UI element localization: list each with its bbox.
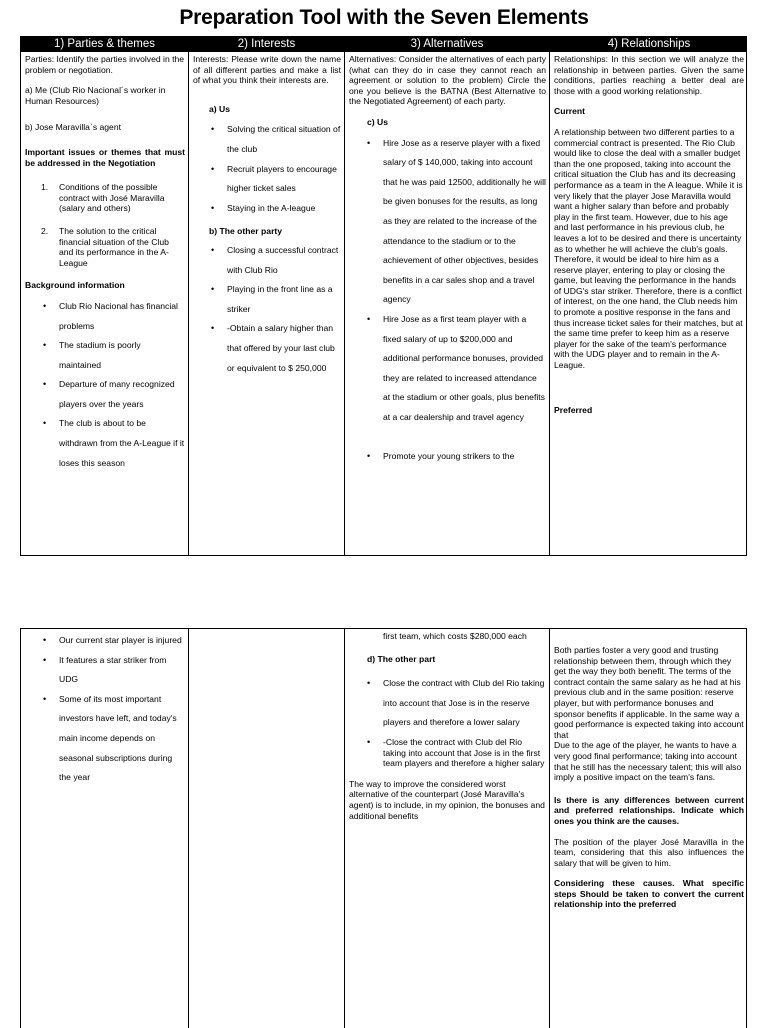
list-item: • Staying in the A-league	[193, 199, 341, 219]
list-item: 1. Conditions of the possible contract with José Maravilla (salary and others)	[41, 182, 165, 214]
party-a: a) Me (Club Rio Nacional´s worker in Human Resources)	[25, 85, 166, 106]
column-divider	[549, 629, 550, 1028]
alternatives-other-heading: d) The other part	[367, 653, 436, 664]
column-divider	[188, 37, 189, 555]
current-text: A relationship between two different parties to a commercial contract is presented. The Rio Club would like to close the deal with a smaller budget than the one proposed, taking into account the critical situation the Club has and its decreasing performance as a team in the A league. While it is very likely that the player Jose Maravilla would want a higher salary than before and probably play in the first team. However, due to his age and last performance in his previous club, he leaves a lot to be desired and there is uncertainty as to whether he will achieve the club's goals. Therefore, it would be ideal to hire him as a reserve player, entering to play or closing the game, but leaving the performance in the hands of UDG's star striker. Therefore, there is a conflict of interest, on the one hand, the Club needs him to promote a positive response in the fans and thus increase ticket sales for their matches, but at the same time prefer to keep him as a reserve player for the sake of the team's performance with the UDG player and to remain in the A-League.	[554, 126, 743, 371]
column-divider	[188, 629, 189, 1028]
header-relationships: 4) Relationships	[607, 38, 691, 50]
relationships-column-cont	[554, 631, 744, 1027]
background-heading: Background information	[25, 280, 125, 291]
list-item: 2. The solution to the critical financial situation of the Club and its performance in the A-League	[41, 225, 169, 268]
current-heading: Current	[554, 106, 586, 117]
background-list	[25, 297, 185, 473]
page-title: Preparation Tool with the Seven Elements	[179, 6, 589, 29]
alternatives-us-cont: first team, which costs $280,000 each	[383, 631, 527, 641]
header-interests: 2) Interests	[237, 38, 296, 50]
preferred-heading: Preferred	[554, 404, 593, 415]
alternatives-column	[349, 54, 546, 554]
interests-column	[193, 54, 341, 554]
alternatives-intro: Alternatives: Consider the alternatives of each party (what can they do in case they cannot reach an agreement or solution to the problem) Circle the one you believe is the BATNA (Best Alternative to the Negotiated Agreement) of each party.	[349, 54, 546, 107]
list-item: • Closing a successful contract with Club Rio	[193, 241, 341, 280]
list-item: • Departure of many recognized players over the years	[25, 375, 185, 414]
parties-intro: Parties: Identify the parties involved in the problem or negotiation.	[25, 54, 185, 75]
list-item: • Hire Jose as a reserve player with a fixed salary of $ 140,000, taking into account that he was paid 12500, additionally he will be given bonuses for the results, as long as they are related to the increase of the attendance to the stadium or to the achievement of other objectives, besides benefits in a car sales shop and a travel agency	[349, 134, 546, 310]
list-item: • Close the contract with Club del Rio taking into account that Jose is in the reserve players and therefore a lower salary	[349, 674, 546, 733]
list-item: • It features a star striker from UDG	[25, 651, 185, 690]
alternatives-other-list	[349, 674, 546, 769]
alternatives-closing: The way to improve the considered worst alternative of the counterpart (José Maravilla's agent) is to include, in my opinion, the bonuses and additional benefits	[349, 778, 545, 821]
parties-themes-column	[25, 54, 185, 554]
interests-us-list	[193, 120, 341, 218]
list-item: • -Obtain a salary higher than that offered by your last club or equivalent to $ 250,000	[193, 319, 341, 378]
list-item: • Our current star player is injured	[25, 631, 185, 651]
list-item: • The club is about to be withdrawn from the A-League if it loses this season	[25, 414, 185, 473]
list-item: • Promote your young strikers to the	[349, 447, 546, 467]
list-item: • The stadium is poorly maintained	[25, 336, 185, 375]
header-parties-themes: 1) Parties & themes	[54, 38, 155, 50]
relationships-intro: Relationships: In this section we will analyze the relationship in between parties. Given the same conditions, parties reaching a better deal are those with a good working relationship.	[554, 54, 744, 96]
header-alternatives: 3) Alternatives	[410, 38, 484, 50]
list-item: • Solving the critical situation of the club	[193, 120, 341, 159]
party-b: b) Jose Maravilla`s agent	[25, 122, 122, 133]
alternatives-us-list	[349, 134, 546, 468]
column-divider	[344, 629, 345, 1028]
answer-differences: The position of the player José Maravilla in the team, considering that this also influences the salary that will be given to him.	[554, 836, 744, 868]
question-steps: Considering these causes. What specific steps Should be taken to convert the current relationship into the preferred	[554, 878, 744, 910]
table-header-row	[21, 37, 746, 52]
background-list-cont	[25, 631, 185, 788]
relationships-column	[554, 54, 744, 554]
preparation-table-page-2	[20, 628, 747, 1028]
interests-intro: Interests: Please write down the name of all different parties and make a list of what you think their interests are.	[193, 54, 341, 86]
column-divider	[549, 37, 550, 555]
list-item: • -Close the contract with Club del Rio taking into account that Jose is in the first team players and therefore a higher salary	[349, 737, 546, 769]
issues-list	[25, 182, 185, 268]
alternatives-column-cont	[349, 631, 546, 1027]
preparation-table-page-1	[20, 36, 747, 556]
alternatives-us-heading: c) Us	[367, 116, 389, 127]
interests-us-heading: a) Us	[209, 103, 231, 114]
list-item: • Playing in the front line as a striker	[193, 280, 341, 319]
interests-other-heading: b) The other party	[209, 226, 283, 237]
list-item: • Hire Jose as a first team player with a fixed salary of up to $200,000 and additional performance bonuses, provided they are related to increased attendance at the stadium or other goals, plus benefits at a car dealership and travel agency	[349, 310, 546, 428]
preferred-text: Both parties foster a very good and trusting relationship between them, through which they get the way they both benefit. The terms of the contract contain the same salary as he had at his previous club and in the same position: reserve player, but with performance bonuses and sponsor benefits if applicable. In the same way a good performance is expected taking into account that Due to the age of the player, he wants to have a very good final performance; taking into account that he still has the necessary talent; this will also imply a positive impact on the team's fans.	[554, 645, 744, 783]
interests-other-list	[193, 241, 341, 378]
list-item: • Recruit players to encourage higher ticket sales	[193, 160, 341, 199]
list-item: • Some of its most important investors have left, and today's main income depends on seasonal subscriptions during the year	[25, 690, 185, 788]
list-item: • Club Rio Nacional has financial problems	[25, 297, 185, 336]
column-divider	[344, 37, 345, 555]
question-differences: Is there is any differences between current and preferred relationships. Indicate which ones you think are the causes.	[554, 794, 744, 826]
parties-themes-column-cont	[25, 631, 185, 1027]
issues-heading: Important issues or themes that must be addressed in the Negotiation	[25, 146, 185, 168]
